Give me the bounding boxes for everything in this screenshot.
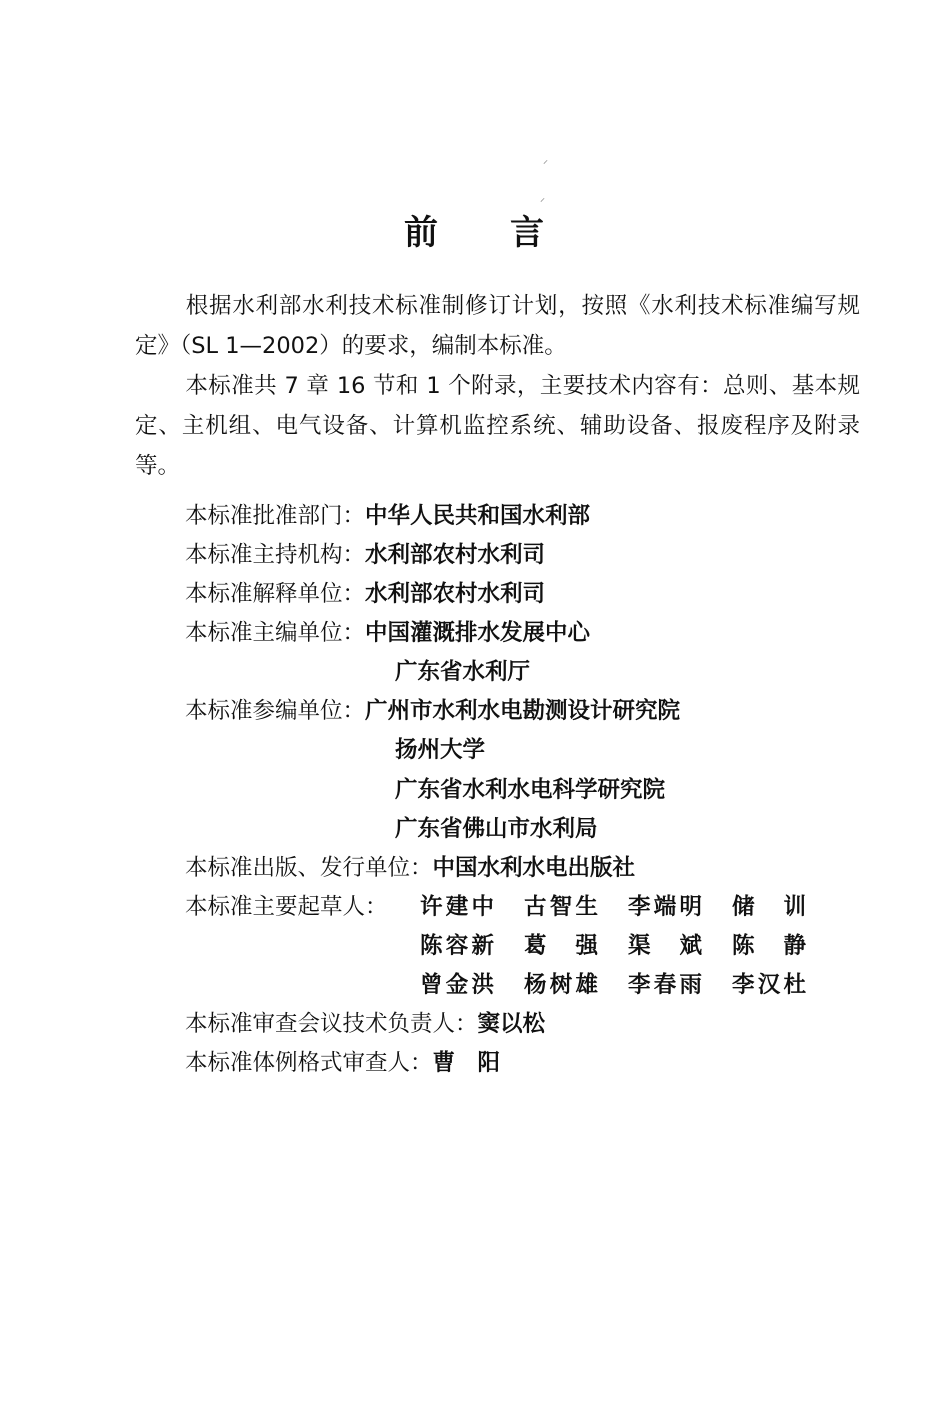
participating-value-2: 扬州大学 [395, 737, 486, 763]
paragraph-1 [135, 286, 860, 366]
drafters-names-row-3 [420, 965, 836, 1005]
host-label: 本标准主持机构： [185, 542, 366, 568]
interpretation-row [185, 574, 545, 614]
chief-editor-value-2: 广东省水利厅 [395, 659, 531, 685]
scan-speck: ⸝ [540, 193, 545, 204]
drafter-name: 李春雨 [628, 972, 702, 998]
participating-value-3: 广东省水利水电科学研究院 [395, 777, 666, 803]
participating-value-1: 广州市水利水电勘测设计研究院 [365, 698, 681, 724]
drafter-name: 李端明 [628, 894, 702, 920]
drafter-name: 储 训 [732, 894, 806, 920]
chief-editor-value-1: 中国灌溉排水发展中心 [365, 620, 591, 646]
approval-value: 中华人民共和国水利部 [365, 503, 591, 529]
drafter-name: 葛 强 [524, 933, 598, 959]
title-char-2: 言 [510, 213, 546, 253]
host-value: 水利部农村水利司 [365, 542, 546, 568]
host-row [185, 535, 545, 575]
drafter-name: 古智生 [524, 894, 598, 920]
format-reviewer-label: 本标准体例格式审查人： [185, 1050, 433, 1076]
paragraph-1-text: 根据水利部水利技术标准制修订计划，按照《水利技术标准编写规定》（SL 1—2002）的要求，编制本标准。 [135, 293, 860, 359]
interpretation-value: 水利部农村水利司 [365, 581, 546, 607]
chief-editor-label: 本标准主编单位： [185, 620, 366, 646]
reviewer-label: 本标准审查会议技术负责人： [185, 1011, 478, 1037]
drafter-name: 陈容新 [420, 933, 494, 959]
drafters-row [185, 887, 388, 927]
reviewer-value: 窦以松 [477, 1011, 546, 1037]
drafter-name: 许建中 [420, 894, 494, 920]
publisher-value: 中国水利水电出版社 [432, 855, 636, 881]
drafter-name: 李汉杜 [732, 972, 806, 998]
drafter-name: 渠 斌 [628, 933, 702, 959]
participating-row [185, 691, 680, 731]
drafters-names-row-1 [420, 887, 836, 927]
publisher-row [185, 848, 635, 888]
scan-speck: ⸝ [543, 155, 548, 166]
participating-value-4: 广东省佛山市水利局 [395, 816, 598, 842]
interpretation-label: 本标准解释单位： [185, 581, 366, 607]
approval-label: 本标准批准部门： [185, 503, 366, 529]
approval-row [185, 496, 590, 536]
drafters-names-row-2 [420, 926, 836, 966]
participating-label: 本标准参编单位： [185, 698, 366, 724]
reviewer-row [185, 1004, 545, 1044]
paragraph-2-text: 本标准共 7 章 16 节和 1 个附录，主要技术内容有：总则、基本规定、主机组、电气设备、计算机监控系统、辅助设备、报废程序及附录等。 [135, 373, 860, 479]
format-reviewer-row [185, 1043, 500, 1083]
page-title [0, 205, 950, 254]
drafter-name: 杨树雄 [524, 972, 598, 998]
drafters-label: 本标准主要起草人： [185, 894, 388, 920]
drafter-name: 曾金洪 [420, 972, 494, 998]
format-reviewer-value: 曹 阳 [432, 1050, 501, 1076]
publisher-label: 本标准出版、发行单位： [185, 855, 433, 881]
drafter-name: 陈 静 [732, 933, 806, 959]
paragraph-2 [135, 366, 860, 486]
chief-editor-row [185, 613, 590, 653]
title-char-1: 前 [404, 213, 440, 253]
